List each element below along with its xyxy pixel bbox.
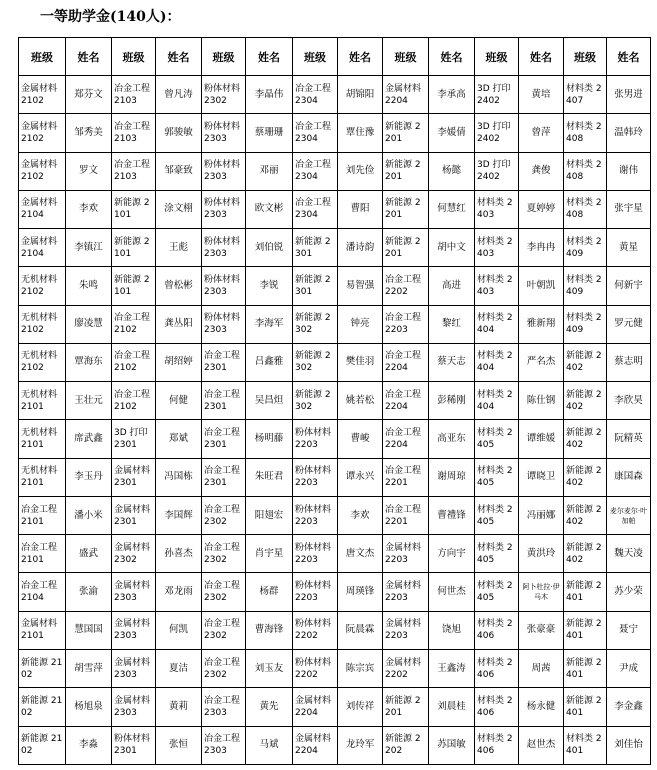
student-name-cell: 谢周琼 bbox=[429, 458, 475, 496]
student-name-cell: 王鑫涛 bbox=[429, 649, 475, 687]
class-cell: 新能源 2402 bbox=[564, 535, 607, 573]
student-name-cell: 曹海锋 bbox=[246, 611, 293, 649]
student-name-cell: 潘小米 bbox=[66, 496, 112, 534]
class-cell: 金属材料 2204 bbox=[293, 726, 338, 764]
class-cell: 3D 打印 2402 bbox=[475, 152, 519, 190]
table-row bbox=[19, 305, 651, 343]
column-header-name: 姓名 bbox=[338, 38, 383, 76]
student-name-cell: 方向宇 bbox=[429, 535, 475, 573]
class-cell: 新能源 2102 bbox=[19, 726, 66, 764]
class-cell: 材料类 2404 bbox=[475, 382, 519, 420]
class-cell: 金属材料 2203 bbox=[383, 535, 429, 573]
student-name-cell: 杨明藤 bbox=[246, 420, 293, 458]
class-cell: 金属材料 2203 bbox=[383, 573, 429, 611]
class-cell: 新能源 2402 bbox=[564, 420, 607, 458]
table-header-row bbox=[19, 38, 651, 76]
class-cell: 冶金工程 2304 bbox=[293, 114, 338, 152]
table-row bbox=[19, 114, 651, 152]
student-name-cell: 杨懿 bbox=[429, 152, 475, 190]
class-cell: 金属材料 2101 bbox=[19, 611, 66, 649]
student-name-cell: 曾松彬 bbox=[156, 267, 202, 305]
class-cell: 新能源 2201 bbox=[383, 688, 429, 726]
table-row bbox=[19, 343, 651, 381]
student-name-cell: 赵世杰 bbox=[519, 726, 564, 764]
class-cell: 金属材料 2303 bbox=[112, 611, 156, 649]
student-name-cell: 刘玉友 bbox=[246, 649, 293, 687]
student-name-cell: 阿卜杜拉·伊马木 bbox=[519, 573, 564, 611]
class-cell: 冶金工程 2302 bbox=[202, 649, 246, 687]
class-cell: 新能源 2101 bbox=[112, 190, 156, 228]
class-cell: 材料类 2403 bbox=[475, 229, 519, 267]
class-cell: 金属材料 2102 bbox=[19, 114, 66, 152]
student-name-cell: 龚丛阳 bbox=[156, 305, 202, 343]
student-name-cell: 吕鑫雅 bbox=[246, 343, 293, 381]
class-cell: 金属材料 2104 bbox=[19, 229, 66, 267]
column-header-name: 姓名 bbox=[429, 38, 475, 76]
student-name-cell: 杨永健 bbox=[519, 688, 564, 726]
student-name-cell: 黄星 bbox=[607, 229, 651, 267]
table-row bbox=[19, 611, 651, 649]
class-cell: 冶金工程 2304 bbox=[293, 190, 338, 228]
student-name-cell: 尹成 bbox=[607, 649, 651, 687]
student-name-cell: 李玉丹 bbox=[66, 458, 112, 496]
student-name-cell: 朱鸣 bbox=[66, 267, 112, 305]
table-row bbox=[19, 267, 651, 305]
student-name-cell: 阮晨霖 bbox=[338, 611, 383, 649]
class-cell: 新能源 2402 bbox=[564, 458, 607, 496]
student-name-cell: 肖宇星 bbox=[246, 535, 293, 573]
table-row bbox=[19, 535, 651, 573]
class-cell: 冶金工程 2204 bbox=[383, 420, 429, 458]
class-cell: 材料类 2404 bbox=[475, 343, 519, 381]
student-name-cell: 杨群 bbox=[246, 573, 293, 611]
class-cell: 无机材料 2102 bbox=[19, 343, 66, 381]
student-name-cell: 张恒 bbox=[156, 726, 202, 764]
class-cell: 材料类 2408 bbox=[564, 114, 607, 152]
column-header-class: 班级 bbox=[383, 38, 429, 76]
column-header-class: 班级 bbox=[19, 38, 66, 76]
class-cell: 新能源 2301 bbox=[293, 229, 338, 267]
class-cell: 冶金工程 2102 bbox=[112, 382, 156, 420]
class-cell: 金属材料 2303 bbox=[112, 649, 156, 687]
class-cell: 金属材料 2204 bbox=[383, 76, 429, 114]
class-cell: 金属材料 2102 bbox=[19, 152, 66, 190]
table-row bbox=[19, 229, 651, 267]
class-cell: 新能源 2402 bbox=[564, 343, 607, 381]
student-name-cell: 李欣昊 bbox=[607, 382, 651, 420]
class-cell: 粉体材料 2301 bbox=[112, 726, 156, 764]
class-cell: 冶金工程 2103 bbox=[112, 76, 156, 114]
class-cell: 新能源 2201 bbox=[383, 190, 429, 228]
class-cell: 金属材料 2301 bbox=[112, 458, 156, 496]
table-body bbox=[19, 76, 651, 765]
class-cell: 冶金工程 2101 bbox=[19, 496, 66, 534]
class-cell: 粉体材料 2203 bbox=[293, 420, 338, 458]
class-cell: 新能源 2402 bbox=[564, 382, 607, 420]
class-cell: 新能源 2101 bbox=[112, 267, 156, 305]
class-cell: 冶金工程 2102 bbox=[112, 305, 156, 343]
class-cell: 新能源 2302 bbox=[293, 305, 338, 343]
class-cell: 无机材料 2101 bbox=[19, 458, 66, 496]
class-cell: 材料类 2409 bbox=[564, 229, 607, 267]
class-cell: 新能源 2402 bbox=[564, 496, 607, 534]
student-name-cell: 黄洪玲 bbox=[519, 535, 564, 573]
class-cell: 材料类 2405 bbox=[475, 496, 519, 534]
student-name-cell: 冯丽娜 bbox=[519, 496, 564, 534]
class-cell: 冶金工程 2302 bbox=[202, 496, 246, 534]
student-name-cell: 罗元健 bbox=[607, 305, 651, 343]
table-row bbox=[19, 458, 651, 496]
class-cell: 新能源 2102 bbox=[19, 649, 66, 687]
column-header-class: 班级 bbox=[112, 38, 156, 76]
class-cell: 新能源 2401 bbox=[564, 611, 607, 649]
student-name-cell: 彭稀刚 bbox=[429, 382, 475, 420]
student-name-cell: 张男进 bbox=[607, 76, 651, 114]
student-name-cell: 聂宁 bbox=[607, 611, 651, 649]
class-cell: 粉体材料 2303 bbox=[202, 305, 246, 343]
student-name-cell: 樊佳羽 bbox=[338, 343, 383, 381]
student-name-cell: 叶朝凯 bbox=[519, 267, 564, 305]
student-name-cell: 陈仕钢 bbox=[519, 382, 564, 420]
class-cell: 金属材料 2302 bbox=[112, 535, 156, 573]
student-name-cell: 李晶伟 bbox=[246, 76, 293, 114]
student-name-cell: 邓丽 bbox=[246, 152, 293, 190]
student-name-cell: 谭晓卫 bbox=[519, 458, 564, 496]
student-name-cell: 曹峻 bbox=[338, 420, 383, 458]
student-name-cell: 李海军 bbox=[246, 305, 293, 343]
student-name-cell: 康国森 bbox=[607, 458, 651, 496]
student-name-cell: 廖凌慧 bbox=[66, 305, 112, 343]
class-cell: 新能源 2401 bbox=[564, 649, 607, 687]
student-name-cell: 李欢 bbox=[338, 496, 383, 534]
student-name-cell: 郑斌 bbox=[156, 420, 202, 458]
column-header-class: 班级 bbox=[564, 38, 607, 76]
table-row bbox=[19, 76, 651, 114]
class-cell: 材料类 2403 bbox=[475, 267, 519, 305]
student-name-cell: 盛武 bbox=[66, 535, 112, 573]
class-cell: 冶金工程 2204 bbox=[383, 343, 429, 381]
class-cell: 冶金工程 2303 bbox=[202, 726, 246, 764]
student-name-cell: 姚若松 bbox=[338, 382, 383, 420]
class-cell: 材料类 2408 bbox=[564, 190, 607, 228]
student-name-cell: 阮精英 bbox=[607, 420, 651, 458]
class-cell: 材料类 2406 bbox=[475, 649, 519, 687]
student-name-cell: 李承高 bbox=[429, 76, 475, 114]
class-cell: 新能源 2202 bbox=[383, 726, 429, 764]
column-header-name: 姓名 bbox=[66, 38, 112, 76]
class-cell: 材料类 2405 bbox=[475, 458, 519, 496]
class-cell: 粉体材料 2203 bbox=[293, 496, 338, 534]
student-name-cell: 高进 bbox=[429, 267, 475, 305]
class-cell: 粉体材料 2203 bbox=[293, 458, 338, 496]
student-name-cell: 钟亮 bbox=[338, 305, 383, 343]
student-name-cell: 李金鑫 bbox=[607, 688, 651, 726]
student-name-cell: 黄培 bbox=[519, 76, 564, 114]
class-cell: 粉体材料 2303 bbox=[202, 152, 246, 190]
student-name-cell: 黎红 bbox=[429, 305, 475, 343]
student-name-cell: 周瑛锋 bbox=[338, 573, 383, 611]
class-cell: 粉体材料 2303 bbox=[202, 267, 246, 305]
class-cell: 金属材料 2303 bbox=[112, 688, 156, 726]
class-cell: 材料类 2405 bbox=[475, 573, 519, 611]
class-cell: 粉体材料 2203 bbox=[293, 535, 338, 573]
student-name-cell: 夏洁 bbox=[156, 649, 202, 687]
student-name-cell: 何世杰 bbox=[429, 573, 475, 611]
student-name-cell: 刘传祥 bbox=[338, 688, 383, 726]
column-header-class: 班级 bbox=[202, 38, 246, 76]
class-cell: 粉体材料 2202 bbox=[293, 611, 338, 649]
student-name-cell: 罗文 bbox=[66, 152, 112, 190]
class-cell: 粉体材料 2303 bbox=[202, 229, 246, 267]
column-header-name: 姓名 bbox=[607, 38, 651, 76]
student-name-cell: 温韩玲 bbox=[607, 114, 651, 152]
class-cell: 冶金工程 2103 bbox=[112, 114, 156, 152]
student-name-cell: 魏天凌 bbox=[607, 535, 651, 573]
student-name-cell: 李冉冉 bbox=[519, 229, 564, 267]
student-name-cell: 唐文杰 bbox=[338, 535, 383, 573]
student-name-cell: 郭骏敏 bbox=[156, 114, 202, 152]
class-cell: 新能源 2401 bbox=[564, 573, 607, 611]
table-row bbox=[19, 420, 651, 458]
class-cell: 冶金工程 2304 bbox=[293, 152, 338, 190]
class-cell: 粉体材料 2203 bbox=[293, 573, 338, 611]
student-name-cell: 李国辉 bbox=[156, 496, 202, 534]
student-name-cell: 曾萍 bbox=[519, 114, 564, 152]
student-name-cell: 吴昌炟 bbox=[246, 382, 293, 420]
table-row bbox=[19, 649, 651, 687]
student-name-cell: 刘伯锐 bbox=[246, 229, 293, 267]
class-cell: 新能源 2301 bbox=[293, 267, 338, 305]
class-cell: 新能源 2102 bbox=[19, 688, 66, 726]
table-row bbox=[19, 382, 651, 420]
class-cell: 无机材料 2101 bbox=[19, 420, 66, 458]
student-name-cell: 何凯 bbox=[156, 611, 202, 649]
student-name-cell: 潘诗韵 bbox=[338, 229, 383, 267]
student-name-cell: 谢伟 bbox=[607, 152, 651, 190]
class-cell: 冶金工程 2302 bbox=[202, 535, 246, 573]
student-name-cell: 胡绍婷 bbox=[156, 343, 202, 381]
column-header-class: 班级 bbox=[475, 38, 519, 76]
class-cell: 材料类 2406 bbox=[475, 726, 519, 764]
class-cell: 粉体材料 2303 bbox=[202, 190, 246, 228]
student-name-cell: 邹豪致 bbox=[156, 152, 202, 190]
table-row bbox=[19, 726, 651, 764]
student-name-cell: 高亚东 bbox=[429, 420, 475, 458]
student-name-cell: 覃住豫 bbox=[338, 114, 383, 152]
class-cell: 无机材料 2101 bbox=[19, 382, 66, 420]
class-cell: 冶金工程 2301 bbox=[202, 458, 246, 496]
class-cell: 冶金工程 2102 bbox=[112, 343, 156, 381]
class-cell: 金属材料 2202 bbox=[383, 649, 429, 687]
class-cell: 无机材料 2102 bbox=[19, 305, 66, 343]
class-cell: 新能源 2201 bbox=[383, 114, 429, 152]
student-name-cell: 孙喜杰 bbox=[156, 535, 202, 573]
student-name-cell: 龚俊 bbox=[519, 152, 564, 190]
class-cell: 冶金工程 2302 bbox=[202, 611, 246, 649]
column-header-name: 姓名 bbox=[246, 38, 293, 76]
table-row bbox=[19, 152, 651, 190]
class-cell: 冶金工程 2301 bbox=[202, 420, 246, 458]
class-cell: 材料类 2405 bbox=[475, 535, 519, 573]
class-cell: 新能源 2201 bbox=[383, 152, 429, 190]
class-cell: 金属材料 2303 bbox=[112, 573, 156, 611]
student-name-cell: 周茜 bbox=[519, 649, 564, 687]
table-row bbox=[19, 496, 651, 534]
class-cell: 冶金工程 2104 bbox=[19, 573, 66, 611]
student-name-cell: 刘佳怡 bbox=[607, 726, 651, 764]
class-cell: 材料类 2409 bbox=[564, 267, 607, 305]
student-name-cell: 张豪豪 bbox=[519, 611, 564, 649]
student-name-cell: 麦尔麦尔·叶加帕 bbox=[607, 496, 651, 534]
student-name-cell: 何慧红 bbox=[429, 190, 475, 228]
class-cell: 粉体材料 2202 bbox=[293, 649, 338, 687]
student-name-cell: 邹秀美 bbox=[66, 114, 112, 152]
class-cell: 冶金工程 2201 bbox=[383, 458, 429, 496]
class-cell: 材料类 2406 bbox=[475, 688, 519, 726]
student-name-cell: 蔡天志 bbox=[429, 343, 475, 381]
student-name-cell: 李欢 bbox=[66, 190, 112, 228]
student-name-cell: 雅新翔 bbox=[519, 305, 564, 343]
student-name-cell: 邓龙雨 bbox=[156, 573, 202, 611]
student-name-cell: 苏少荣 bbox=[607, 573, 651, 611]
class-cell: 粉体材料 2303 bbox=[202, 114, 246, 152]
table-row bbox=[19, 573, 651, 611]
student-name-cell: 刘先俭 bbox=[338, 152, 383, 190]
student-name-cell: 李镇江 bbox=[66, 229, 112, 267]
student-name-cell: 李锐 bbox=[246, 267, 293, 305]
table-row bbox=[19, 688, 651, 726]
class-cell: 冶金工程 2303 bbox=[202, 688, 246, 726]
class-cell: 冶金工程 2301 bbox=[202, 382, 246, 420]
student-name-cell: 苏国敏 bbox=[429, 726, 475, 764]
student-name-cell: 何新宇 bbox=[607, 267, 651, 305]
student-name-cell: 谭永兴 bbox=[338, 458, 383, 496]
student-name-cell: 何健 bbox=[156, 382, 202, 420]
student-name-cell: 张宇星 bbox=[607, 190, 651, 228]
class-cell: 材料类 2401 bbox=[564, 726, 607, 764]
student-name-cell: 曹阳 bbox=[338, 190, 383, 228]
recipient-table bbox=[18, 37, 651, 765]
class-cell: 冶金工程 2201 bbox=[383, 496, 429, 534]
class-cell: 金属材料 2301 bbox=[112, 496, 156, 534]
student-name-cell: 易智强 bbox=[338, 267, 383, 305]
student-name-cell: 曾凡涛 bbox=[156, 76, 202, 114]
student-name-cell: 黄先 bbox=[246, 688, 293, 726]
class-cell: 材料类 2408 bbox=[564, 152, 607, 190]
class-cell: 冶金工程 2302 bbox=[202, 573, 246, 611]
student-name-cell: 席武鑫 bbox=[66, 420, 112, 458]
student-name-cell: 李媛倩 bbox=[429, 114, 475, 152]
student-name-cell: 涂文栩 bbox=[156, 190, 202, 228]
class-cell: 材料类 2404 bbox=[475, 305, 519, 343]
class-cell: 冶金工程 2204 bbox=[383, 382, 429, 420]
student-name-cell: 夏婷婷 bbox=[519, 190, 564, 228]
student-name-cell: 蔡志明 bbox=[607, 343, 651, 381]
class-cell: 材料类 2405 bbox=[475, 420, 519, 458]
student-name-cell: 郑芬文 bbox=[66, 76, 112, 114]
student-name-cell: 李淼 bbox=[66, 726, 112, 764]
class-cell: 金属材料 2204 bbox=[293, 688, 338, 726]
student-name-cell: 谭维媛 bbox=[519, 420, 564, 458]
student-name-cell: 欧文彬 bbox=[246, 190, 293, 228]
student-name-cell: 陈宗宾 bbox=[338, 649, 383, 687]
class-cell: 冶金工程 2301 bbox=[202, 343, 246, 381]
class-cell: 新能源 2302 bbox=[293, 382, 338, 420]
class-cell: 3D 打印 2301 bbox=[112, 420, 156, 458]
class-cell: 3D 打印 2402 bbox=[475, 76, 519, 114]
class-cell: 冶金工程 2101 bbox=[19, 535, 66, 573]
class-cell: 材料类 2407 bbox=[564, 76, 607, 114]
student-name-cell: 慧国国 bbox=[66, 611, 112, 649]
class-cell: 新能源 2101 bbox=[112, 229, 156, 267]
column-header-class: 班级 bbox=[293, 38, 338, 76]
table-row bbox=[19, 190, 651, 228]
student-name-cell: 饶旭 bbox=[429, 611, 475, 649]
student-name-cell: 王壮元 bbox=[66, 382, 112, 420]
class-cell: 冶金工程 2304 bbox=[293, 76, 338, 114]
class-cell: 粉体材料 2302 bbox=[202, 76, 246, 114]
student-name-cell: 杨旭泉 bbox=[66, 688, 112, 726]
class-cell: 金属材料 2203 bbox=[383, 611, 429, 649]
student-name-cell: 胡中文 bbox=[429, 229, 475, 267]
class-cell: 新能源 2302 bbox=[293, 343, 338, 381]
student-name-cell: 胡雪萍 bbox=[66, 649, 112, 687]
class-cell: 冶金工程 2202 bbox=[383, 267, 429, 305]
student-name-cell: 刘晨桂 bbox=[429, 688, 475, 726]
column-header-name: 姓名 bbox=[156, 38, 202, 76]
page-title: 一等助学金(140人)： bbox=[40, 9, 181, 25]
class-cell: 无机材料 2102 bbox=[19, 267, 66, 305]
student-name-cell: 严名杰 bbox=[519, 343, 564, 381]
class-cell: 金属材料 2102 bbox=[19, 76, 66, 114]
student-name-cell: 黄莉 bbox=[156, 688, 202, 726]
student-name-cell: 马斌 bbox=[246, 726, 293, 764]
class-cell: 冶金工程 2203 bbox=[383, 305, 429, 343]
class-cell: 材料类 2406 bbox=[475, 611, 519, 649]
class-cell: 3D 打印 2402 bbox=[475, 114, 519, 152]
student-name-cell: 曹禮锋 bbox=[429, 496, 475, 534]
class-cell: 材料类 2403 bbox=[475, 190, 519, 228]
student-name-cell: 覃海东 bbox=[66, 343, 112, 381]
column-header-name: 姓名 bbox=[519, 38, 564, 76]
class-cell: 材料类 2409 bbox=[564, 305, 607, 343]
class-cell: 冶金工程 2103 bbox=[112, 152, 156, 190]
student-name-cell: 胡锦阳 bbox=[338, 76, 383, 114]
student-name-cell: 冯国栋 bbox=[156, 458, 202, 496]
student-name-cell: 阳翅宏 bbox=[246, 496, 293, 534]
class-cell: 新能源 2401 bbox=[564, 688, 607, 726]
class-cell: 新能源 2201 bbox=[383, 229, 429, 267]
student-name-cell: 蔡珊珊 bbox=[246, 114, 293, 152]
student-name-cell: 龙玲军 bbox=[338, 726, 383, 764]
student-name-cell: 张渝 bbox=[66, 573, 112, 611]
student-name-cell: 王彪 bbox=[156, 229, 202, 267]
student-name-cell: 朱旺君 bbox=[246, 458, 293, 496]
class-cell: 金属材料 2104 bbox=[19, 190, 66, 228]
